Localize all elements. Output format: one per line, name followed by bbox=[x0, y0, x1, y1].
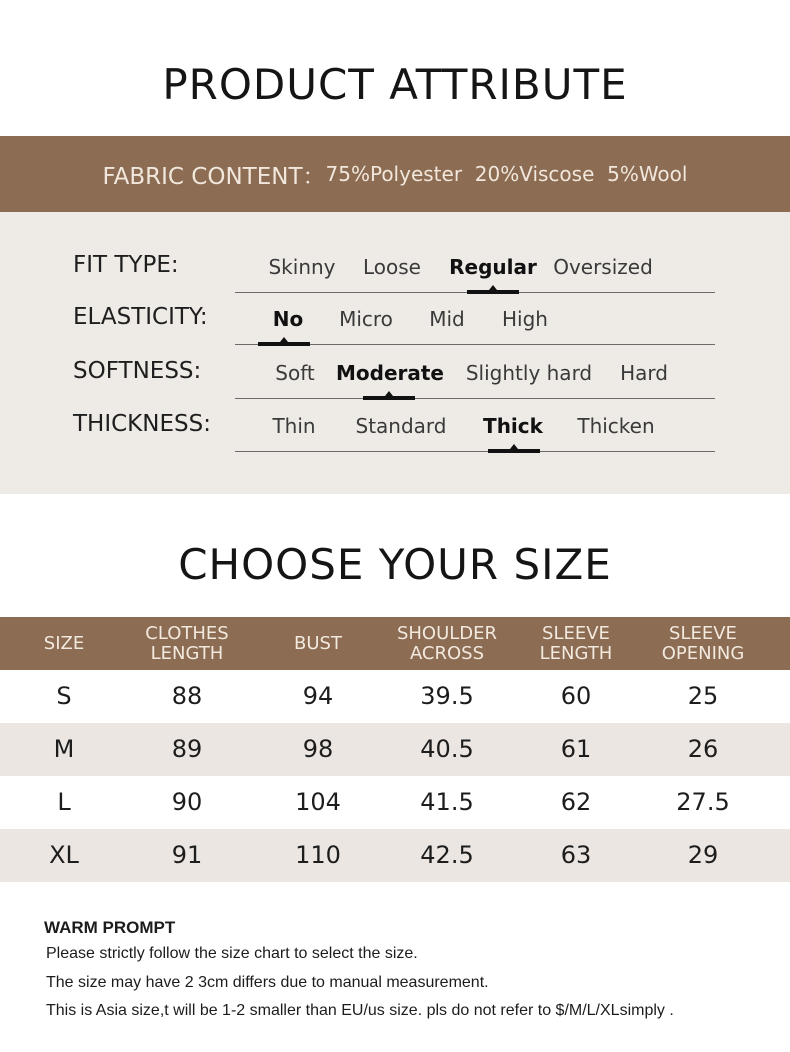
attribute-option: Thin bbox=[272, 414, 316, 438]
attribute-label: SOFTNESS: bbox=[73, 358, 202, 384]
attribute-option: Hard bbox=[620, 361, 668, 385]
table-cell: 42.5 bbox=[420, 841, 474, 869]
selected-marker bbox=[363, 396, 415, 400]
selected-marker bbox=[258, 342, 310, 346]
column-header-shoulder-across: SHOULDER ACROSS bbox=[396, 622, 498, 664]
attribute-option-selected: Moderate bbox=[335, 361, 445, 385]
selected-marker bbox=[467, 290, 519, 294]
attribute-option: Thicken bbox=[577, 414, 655, 438]
attribute-option: Standard bbox=[355, 414, 447, 438]
column-header-clothes-length: CLOTHES LENGTH bbox=[145, 622, 229, 664]
table-cell: 104 bbox=[295, 788, 341, 816]
table-cell: M bbox=[53, 735, 75, 763]
table-cell: XL bbox=[49, 841, 79, 869]
table-cell: L bbox=[57, 788, 71, 816]
attribute-row-fit-type bbox=[0, 252, 790, 304]
table-cell: 98 bbox=[302, 735, 334, 763]
table-cell: 88 bbox=[171, 682, 203, 710]
attribute-row-thickness bbox=[0, 411, 790, 463]
table-cell: 40.5 bbox=[420, 735, 474, 763]
table-cell: 62 bbox=[560, 788, 592, 816]
attribute-row-elasticity bbox=[0, 304, 790, 356]
size-table-header bbox=[0, 617, 790, 670]
size-chart-title: CHOOSE YOUR SIZE bbox=[178, 540, 612, 589]
attribute-label: FIT TYPE: bbox=[73, 252, 179, 278]
table-cell: 90 bbox=[171, 788, 203, 816]
fabric-content-values: 75%Polyester 20%Viscose 5%Wool bbox=[325, 162, 688, 186]
table-row bbox=[0, 670, 790, 723]
attribute-panel bbox=[0, 212, 790, 494]
table-cell: 41.5 bbox=[420, 788, 474, 816]
fabric-content-band bbox=[0, 136, 790, 212]
warm-prompt-title: WARM PROMPT bbox=[44, 918, 176, 937]
selected-marker bbox=[488, 449, 540, 453]
table-cell: 26 bbox=[687, 735, 719, 763]
attribute-option: Oversized bbox=[553, 255, 653, 279]
fabric-content-label: FABRIC CONTENT： bbox=[102, 163, 326, 190]
warm-prompt-line: This is Asia size,t will be 1-2 smaller than EU/us size. pls do not refer to $/M/L/XLsimply . bbox=[46, 1002, 674, 1019]
attribute-option: Micro bbox=[339, 307, 393, 331]
table-cell: 27.5 bbox=[676, 788, 730, 816]
table-cell: 61 bbox=[560, 735, 592, 763]
table-cell: S bbox=[56, 682, 72, 710]
warm-prompt-line: The size may have 2 3cm differs due to manual measurement. bbox=[46, 974, 489, 991]
warm-prompt-line: Please strictly follow the size chart to select the size. bbox=[46, 945, 418, 962]
table-cell: 91 bbox=[171, 841, 203, 869]
table-cell: 29 bbox=[687, 841, 719, 869]
table-cell: 63 bbox=[560, 841, 592, 869]
attribute-label: ELASTICITY: bbox=[73, 304, 208, 330]
size-table bbox=[0, 617, 790, 882]
attribute-row-softness bbox=[0, 358, 790, 410]
product-attribute-title: PRODUCT ATTRIBUTE bbox=[162, 60, 628, 109]
table-cell: 25 bbox=[687, 682, 719, 710]
table-cell: 94 bbox=[302, 682, 334, 710]
attribute-option-selected: No bbox=[272, 307, 304, 331]
attribute-option: Skinny bbox=[268, 255, 336, 279]
table-row bbox=[0, 829, 790, 882]
table-cell: 110 bbox=[295, 841, 341, 869]
table-cell: 89 bbox=[171, 735, 203, 763]
attribute-option: Mid bbox=[429, 307, 465, 331]
table-cell: 60 bbox=[560, 682, 592, 710]
table-cell: 39.5 bbox=[420, 682, 474, 710]
attribute-option-selected: Thick bbox=[483, 414, 543, 438]
table-row bbox=[0, 723, 790, 776]
column-header-bust: BUST bbox=[294, 632, 342, 654]
attribute-divider bbox=[235, 398, 715, 399]
attribute-option: Loose bbox=[363, 255, 421, 279]
column-header-size: SIZE bbox=[43, 632, 85, 654]
attribute-option: Soft bbox=[275, 361, 315, 385]
attribute-option: Slightly hard bbox=[465, 361, 593, 385]
table-row bbox=[0, 776, 790, 829]
column-header-sleeve-opening: SLEEVE OPENING bbox=[661, 622, 745, 664]
attribute-option: High bbox=[502, 307, 548, 331]
attribute-divider bbox=[235, 451, 715, 452]
attribute-option-selected: Regular bbox=[449, 255, 537, 279]
attribute-label: THICKNESS: bbox=[73, 411, 211, 437]
column-header-sleeve-length: SLEEVE LENGTH bbox=[539, 622, 613, 664]
